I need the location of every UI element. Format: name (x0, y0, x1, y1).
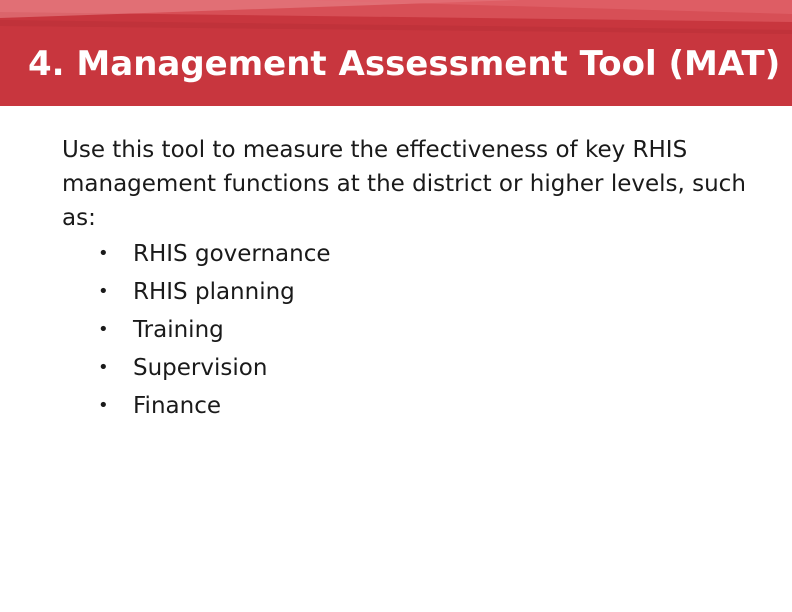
list-item (62, 235, 762, 273)
bullet-icon: • (98, 243, 109, 264)
list-item (62, 273, 762, 311)
bullet-icon: • (98, 395, 109, 416)
bullet-text: RHIS planning (133, 279, 295, 305)
bullet-text: Supervision (133, 355, 268, 381)
bullet-icon: • (98, 281, 109, 302)
intro-paragraph: Use this tool to measure the effectiveness of key RHIS management functions at the district or higher levels, such as: (62, 137, 746, 231)
list-item (62, 349, 762, 387)
slide-title: 4. Management Assessment Tool (MAT) (28, 44, 781, 84)
bullet-icon: • (98, 357, 109, 378)
bullet-list (62, 235, 762, 425)
slide-body (62, 133, 762, 425)
bullet-icon: • (98, 319, 109, 340)
bullet-text: Finance (133, 393, 221, 419)
bullet-text: RHIS governance (133, 241, 331, 267)
bullet-text: Training (133, 317, 224, 343)
list-item (62, 311, 762, 349)
list-item (62, 387, 762, 425)
